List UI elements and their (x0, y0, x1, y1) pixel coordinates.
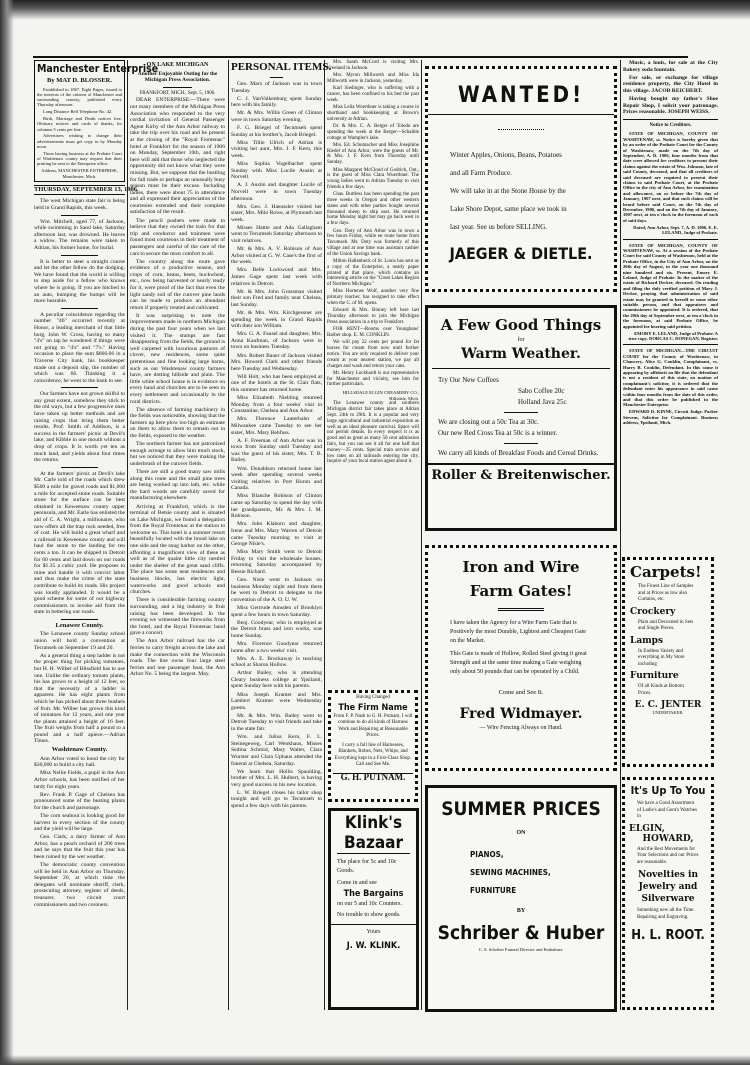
article-paragraph: The Ann Arbor railroad has the car ferries to carry freight across the lake and make the connection with the Wisconsin roads. The line owns four large steel ferries and one passenger boat, the Ann Arbor No. 5 being the largest. May. (130, 638, 225, 678)
summer-on: ON (516, 830, 526, 836)
personal-item: Geo. Marx of Jackson was in town Tuesday. (231, 81, 322, 94)
good-things-title: A Few Good Things (440, 316, 602, 334)
divider (61, 387, 97, 388)
coffee-text: Try Our New Coffees (438, 376, 499, 384)
column-rule (324, 60, 325, 1010)
furniture-heading: Furniture (630, 671, 679, 681)
coffee-price: Sabo Coffee 20c (518, 387, 565, 395)
legal-signature: EDWARD D. KINNE, Circuit Judge. Parker Stevens, Solicitor for Complainant. Business address, Ypsilanti, Mich. (623, 409, 718, 426)
column-rule (127, 60, 128, 1010)
personal-item: A. F. Freeman of Ann Arbor was in town from Sunday until Tuesday and was the guest of his sister, Mrs. T. B. Bailey. (231, 437, 322, 464)
news-item: The corn seabout is looking good for harvest in every section of the county and the yield will be large. (34, 812, 125, 833)
personal-item: Arthur Bailey, who is attending Cleary business college at Ypsilanti, spent Sunday here with his parents. (231, 670, 322, 690)
personal-item: Edward & Mrs. Binney left here last Thursday afternoon to join the Michigan Press association in a trip to Frankfort. (327, 308, 419, 325)
personal-item: L. W. Briegel closes his tailor shop tonight and will go to Tecumseh to spend a few days with his parents. (231, 789, 322, 810)
personal-item: Benj. Goodyear, who is employed at the Detroit brass and iron works, was home Sunday. (231, 619, 322, 639)
klink-text: The place for 5c and 10c Goods. (337, 859, 397, 874)
root-name: H. L. ROOT. (631, 928, 705, 943)
divider (61, 467, 97, 468)
notice-item: Music, a louis, for sale at the City Bakery soda fountain. (623, 60, 718, 73)
personal-item: Milton Hallenbeck of St. Louis has sent us a copy of the Enterprise, a neatly paper printed at that place, which contains an interesting article on the "Great Lakes Region of Northern Michigan." (327, 259, 419, 288)
personal-item: Mr. & Mrs. A. V. Robison of Ann Arbor visited at G. W. Case's the first of the week. (231, 246, 322, 266)
summer-item: SEWING MACHINES, (470, 868, 551, 877)
article-paragraph-list (130, 97, 225, 678)
personal-item: Misses Hattie and Ada Gallagham went to Tecumseh Saturday afternoon to visit relatives. (231, 224, 322, 245)
lamps-heading: Lamps (630, 635, 664, 646)
scan-edge-top (0, 0, 750, 20)
column-6 (623, 60, 718, 427)
tea-text: Our new Red Cross Tea at 50c is a winner. (438, 429, 558, 437)
personal-item: Mr. & Mrs. John Grossman visited their son Fred and family near Chelsea, last Sunday. (231, 288, 322, 308)
news-item-list (34, 198, 125, 615)
news-item: The Lenawee county Sunday school union will hold a convention at Tecumseh on September 19 and 20. (34, 631, 125, 651)
summer-prices-ad (425, 785, 617, 1012)
personal-item: FOR RENT—Rooms over Younghans' Barber shop. E. M. CONKLIN. (327, 327, 419, 339)
tea-text: We are closing out a 50c Tea at 30c. (438, 418, 539, 426)
putnam-body: From F. P. Nash to G. H. Putnam, I will continue to do all kinds of Harness Work and Repairing at Reasonable Prices. (333, 713, 413, 738)
crockery-heading: Crockery (630, 606, 676, 617)
personal-item: Miss Gertrude Amsden of Brooklyn spent a few hours in town Saturday. (231, 604, 322, 618)
personal-item: Miss Blanche Robison of Clinton came up Saturday to spend the day with her grandparents, Mr. & Mrs. I. M. Robison. (231, 493, 322, 520)
creamery-notice: We will pay 22 cents per pound for fat horses for cream from now until further notice. You are only required to deliver your cream at your nearest station, we pay all charges and wash and return your cans. (327, 340, 419, 369)
personal-item: Dr. & Mrs. C. A. Berger of Toledo are spending the week at the Berger—Schaible cottage at Wampler's lake. (327, 123, 419, 141)
personal-item: C. J. VanValkenburg spent Sunday here with his family. (231, 95, 322, 109)
wanted-text: We will take in at the Stone House by the (450, 187, 566, 195)
personal-item: Miss Tillie Ulrich of Adrian is visiting her aunt, Mrs. J. F. Kern, this week. (231, 139, 322, 159)
root-text: Something new all the Time. Repairing and Engraving. (637, 908, 695, 920)
coffee-price: Holland Java 25c (518, 398, 567, 406)
article-subheading: Another Enjoyable Outing for the Michigan Press Association. (137, 70, 218, 84)
personal-item: Miss Mary Smith went to Detroit Friday to visit the wholesale houses, returning Saturday accompanied by Bessie Richard. (231, 549, 322, 575)
carpets-text: In Endless Variety and everything in My Store including (638, 648, 685, 667)
personal-item: Miss Hortense Wolf, another very fine primary teacher, has resigned to take effect when the C. of M. opens. (327, 289, 419, 307)
putnam-pre: Having Changed (356, 695, 390, 700)
personal-item: Mr. & Mrs. Willis Green of Clinton were in town Saturday evening. (231, 110, 322, 123)
section-heading-washtenaw: Washtenaw County. (51, 746, 108, 754)
masthead-terms: Those having business at the Probate Court of Washtenaw county may request that their printing be sent to the Enterprise office. (37, 150, 122, 167)
legal-notice: STATE OF MICHIGAN—THE CIRCUIT COURT for the County of Washtenaw, in Chancery. Alice G. Conklin, Complainant, vs. Harry B. Conklin, Defendant. In this cause it appearing by affidavit on file that the defendant is not a resident of this state, on motion of complainant's solicitor, it is ordered that the defendant enter his appearance in said cause within four months from the date of this order, and that this order be published in the Manchester Enterprise. (623, 348, 718, 408)
column-4 (327, 60, 419, 467)
column-rule (421, 60, 422, 1010)
schriber-huber-name: Schriber & Huber (437, 922, 605, 944)
carpets-text: Plain and Decorated in Sets and Single Pieces. (638, 619, 694, 631)
personal-item-list (327, 60, 419, 339)
news-item: As a general thing a step ladder is not the proper thing for picking tomatoes, but H. H. Wilber of Blissfield has to use one. Unlike the ordinary tomato plants, his has grown to a height of 12 feet, so that the necessity of a ladder is apparent. He has eight plants from which he has picked about three bushels of fruit. Mr. Wilber has grown this kind of tomatoes for 12 years, and one year the plants attained a height of 16 feet. The fruit weighs from half a pound to a pound and a half apiece.—Adrian Times. (34, 652, 125, 745)
widmayer-tagline: — Wire Fencing Always on Hand. (479, 725, 563, 731)
root-text: And the Best Movements for Your Selections and our Prices are reasonable. (637, 846, 699, 865)
news-item: At the farmers' picnic at Devil's lake Mr. Carle told of the roads which drew $500 a mile for gravel roads and $1,000 a mile for accepted stone roads. Suitable stone for the surface can be best obtained in Keweenaw county upper peninsula, and Mr. Earle has enlisted the aid of C. A. Wright, a millionaire, who now offers all the trap rock needed, free of cost. He will build a great wharf and a railroad in Keweenaw county and will haul the stone to the landing for ten cents a ton. It can be shipped to Detroit for 60 cents and laid down on our roads for $1.35 a cubic yard. He proposes to mine and handle it with convict labor and thus make the crime of the state contribute to build its roads. His project was loudly applauded. It would be a good scheme for some of our highway commissioners to invoke aid from the state in bettering our roads. (34, 470, 125, 616)
masthead-terms: Birth, Marriage and Death notices free. Obituary notices and cards of thanks, for columns 5 cents per line. (37, 116, 122, 132)
personal-item: Mrs. Sarah McCord is visiting Mrs. Vreeland in Jackson. (327, 60, 419, 71)
article-paragraph: The northern farmer has not patronized enough acreage to allow him much stock, but we noticed that they were making the underbrush of the cutover fields. (130, 441, 225, 467)
dateline: THURSDAY, SEPTEMBER 13, 1906. (34, 185, 125, 196)
personal-item: Geo. Doty of Ann Arbor was in town a few hours Friday, while en route home from Tecumseh. Mr. Doty was formerly of this village and at one time was assistant cashier of the Union Savings bank. (327, 228, 419, 257)
news-item-list (34, 631, 125, 745)
breakfast-text: We carry all kinds of Breakfast Foods and Cereal Drinks. (438, 449, 599, 457)
personal-item: Mrs. Ed. Schumacher and Miss Josephine Riedel of Ann Arbor, were the guests of Mr. & Mrs. J. F. Kern from Thursday until Sunday. (327, 142, 419, 166)
article-paragraph: The absence of farming machinery in the fields was noticeable, showing that the farmers up here plow too high an estimate on them to allow them to remain out in the fields, exposed to the weather. (130, 406, 225, 440)
personal-item: Karl Siedinger, who is suffering with a cancer, has been confined to his bed the past week. (327, 86, 419, 103)
personal-item: Geo. Nisle went to Jackson on business Monday night and from there he went to Detroit to delegate to the convention of the A. O. U. W. (231, 577, 322, 603)
klink-text: No trouble to show goods. (337, 912, 401, 918)
creamery-notice-list (327, 340, 419, 388)
legal-signature: EMORY E. LELAND, Judge of Probate. A true copy. DORCAS C. DONEGAN, Register. (628, 330, 718, 341)
article-dateline: FRANKFORT, MICH., Sept. 5, 1906. (139, 90, 216, 96)
widmayer-name: Fred Widmayer. (459, 706, 583, 722)
personal-item: Miss Margaret McCloud of Godrich, Ont., is the guest of Miss Clara Wuerthner. The young ladies went to Adrian Tuesday to visit friends a few days. (327, 167, 419, 190)
personal-item: Mrs. A. E. Brockaway is teaching school at Sharon Hollow. (231, 655, 322, 669)
news-item: Our farmers have not grown skilful to any great extent, somehow they stick to the old ways, but a few progressive ones have taken up better methods and are raising crops that bring them better results. Prof. Smith of Addison, is a success in the farmers' picnic at Devil's lake, and Kibble in one mouth without a drop of crops. It is worth yet ten as much land, and yields about four times the returns. (34, 391, 125, 464)
personal-item: Mrs. Geo. J. Haeussler visited her sister, Mrs. Milo Rowe, at Plymouth last week. (231, 203, 322, 223)
masthead-address: Address, MANCHESTER ENTERPRISE, Manchester, Mich. (41, 168, 118, 179)
klink-title: Klink's (344, 813, 403, 833)
legal-signature: Dated, Ann Arbor, Sept. 7, A. D. 1906. E. E. LELAND, Judge of Probate. (633, 224, 718, 236)
personal-item: Miss Joseph Kramer and Mrs. Lambert Kramer were Wednesday guests. (231, 691, 322, 711)
klink-text: on our 5 and 10c Counters. (337, 901, 402, 907)
divider (61, 255, 97, 256)
klink-bargains: The Bargains (343, 889, 404, 899)
root-text: We have a Good Assortment of Ladie's and Gent's Watches in (637, 801, 697, 819)
wanted-text: last year. See us before SELLING. (450, 223, 547, 231)
creamery-signature: HILLSDALE ELGIN CREAMERY CO., Hillsdale, Mich. (342, 389, 419, 401)
putnam-ad (328, 690, 418, 802)
masthead-byline: By MAT D. BLOSSER. (47, 77, 112, 84)
personal-item: Mr. & Mrs. Wm. Bailey went to Detroit Tuesday to visit friends and take in the state fair. (231, 712, 322, 733)
putnam-name: G. H. PUTNAM. (333, 773, 413, 781)
summer-by: BY (516, 908, 526, 914)
personal-item: Mr. & Mrs. Wm. Kirchgessner are spending the week in Grand Rapids with their son William. (231, 310, 322, 330)
article-paragraph: There are still a good many saw mills along this route and the small pine trees are being worked up into lath, etc. while the hard woods are carefully saved for manufacturing elsewhere. (130, 469, 225, 502)
putnam-body: I carry a full line of Harnesses, Blankets, Robes, Nets, Whips, and Everything kept in a First-Class Shop. Call and See Me. (334, 742, 412, 767)
klink-yours: Yours (331, 924, 416, 935)
personal-item: Mrs. Florence Goodyear returned home after a two weeks' visit. (231, 640, 322, 654)
article-heading: ON LAKE MICHIGAN (146, 62, 209, 68)
roller-breitenwischer-name: Roller & Breitenwischer. (428, 463, 614, 483)
howard-brand: HOWARD, (642, 833, 694, 844)
jenter-subtitle: UNDERTAKER. (652, 710, 684, 715)
divider (61, 215, 97, 216)
notice-item: Having bought my father's Shoe Repair Shop, I solicit your patronage. Prices reasonable. JOSEPH WEISS. (623, 95, 718, 116)
farm-gates-ad (425, 545, 617, 771)
klink-name: J. W. KLINK. (346, 941, 401, 951)
elgin-brand: ELGIN, (629, 823, 665, 834)
column-1 (34, 60, 159, 910)
personal-item: F. G. Briegel of Tecumseh spent Sunday at his brother's, Jacob Briegel. (231, 125, 322, 138)
article-paragraph: The pencil pushers were made to believe that they owned the train for that trip and conductor and trainmen were found most courteous in their treatment of passengers and careful of the care of the cars to secure the most comfort to all. (130, 217, 225, 257)
scan-edge-left (0, 0, 14, 1065)
summer-item: PIANOS, (470, 850, 504, 859)
personal-item: Mrs. Robert Bauer of Jackson visited Mrs. Howard Clark and other friends here Tuesday and Wednesday. (231, 352, 322, 372)
klink-ad (328, 808, 419, 1010)
schriber-subtitle: C. S. Schriber Funeral Director and Embalmer. (478, 947, 564, 952)
scan-edge-bottom (0, 1055, 750, 1065)
personal-items-heading: PERSONAL ITEMS. (231, 61, 332, 73)
root-ad (622, 777, 714, 1010)
personal-item: We learn that Hollis Spaulding, brother of Mrs. L. H. Hulbert, is having very good success in his new location. (231, 768, 322, 788)
wanted-text: Winter Apples, Onions, Beans, Potatoes (450, 151, 562, 159)
article-paragraph: DEAR ENTERPRISE:—There were not many members of the Michigan Press Association who responded to the very cordial invitation of General Passenger Agent Kirby of the Ann Arbor railway to take the trip over his road and be present at the closing of the "Royal Frontenac" hotel at Frankfort for the season of 1906 on Monday, September 10th, and right here will add that those who neglected the opportunity did not know what they were missing. But, we suppose that the hustling for fall trade or perhaps an unusually busy season must be their excuse. Including ladies, there were about 75 in attendance and all expressed their appreciation of the courtesies extended and their complete satisfaction of the result. (130, 97, 225, 216)
summer-item: FURNITURE (470, 886, 517, 895)
personal-item: Chas. Burtless has been spending the past three weeks in Oregon and other western states and with other parties bought several thousand sheep to ship east. He returned home Monday night but may go back west in a few days. (327, 192, 419, 227)
article-paragraph: Arriving at Frankfort, which is the terminal of Betsie county and is situated on Lake Michigan, we found a delegation from the Royal Frontenac at the station to welcome us. This hotel is a summer resort beautifully located with the broad lake on one side and the snug harbor on the other, affording a magnificent view of these as well as of the quaint little city nestled under the shelter of the great sand cliffs. The place has some neat residences and business blocks, has electric light, waterworks and good schools and churches. (130, 503, 225, 596)
column-3 (231, 60, 332, 811)
news-item: The democratic county convention will be held in Ann Arbor on Thursday, September 20, at which time the delegates will nominate sheriff, clerk, prosecuting attorney, register of deeds, treasurer, two circuit court commissioners and two coroners. (34, 862, 125, 908)
jenter-name: E. C. JENTER (634, 700, 702, 710)
personal-item: Will Holt, who has been employed at one of the hotels at the St. Clair flats, this summer has returned home. (231, 373, 322, 394)
news-item: A peculiar coincidence regarding the number "46" occurred recently at Honor, a leading merchant of that little burg, John W. Cross, having so many "4's" on tap he wondered if things were not going to "4's" and "7's." Having occasion to place the sum $666.66 in a Traverse City bank, his bookkeeper made out a deposit slip, the number of which was 66. Thinking it a coincidence, he went to the bank to see. (34, 311, 125, 384)
personal-item: Miss Sophia Vogelbacher spent Sunday with Miss Lucile Austin at Norvell. (231, 161, 322, 181)
news-item: It is better to steer a straight course and let the other fellow do the dodging. We have found that the world is willing to step aside for a fellow who knows where he is going. If you are hitched to an auto, bumping the bumps will be more bearable. (34, 258, 125, 305)
klink-title: Bazaar (337, 833, 410, 854)
personal-item: Mrs. Myron Millworth and Miss Ida Millworth were in Jackson, yesterday. (327, 73, 419, 84)
putnam-title: The Firm Name (338, 702, 408, 713)
wanted-text: and all Farm Produce. (450, 169, 512, 177)
section-heading-lenawee: Lenawee County. (55, 621, 104, 629)
column-rule (228, 60, 229, 1010)
personal-item: A. J. Austin and daughter Lucile of Norvell were in town Tuesday afternoon. (231, 182, 322, 202)
carpets-title: Carpets! (630, 563, 702, 581)
masthead-terms: Advertisers wishing to change their advertisements must get copy in by Monday noon. (37, 133, 122, 150)
personal-item: Mrs. Florence Lauterbahn of Milwaukee came Tuesday to see her sister, Mrs. Mary Rehfuss. (231, 416, 322, 436)
carpets-ad (622, 557, 714, 767)
personal-item: Miss Elizabeth Niebling returned Monday from a four weeks' visit in Constantine, Chelsea and Ann Arbor. (231, 395, 322, 415)
masthead-terms: Established in 1867. Eight Pages, issued to the interests of the citizens of Manchester and surrounding country, published every Thursday afternoon. (37, 86, 122, 108)
masthead (34, 60, 159, 182)
news-item: Miss Nellie Fields, a pupil in the Ann Arbor schools, has been notified of her tardy for eight years. (34, 770, 125, 790)
personal-item: Mrs. G. A. Fausel and daughter, Mrs. Anna Kaufman, of Jackson were in town on business Tuesday. (231, 331, 322, 351)
masthead-title: Manchester Enterprise (37, 63, 159, 75)
personal-item: Mrs. Belle Lockwood and Mrs. James Gage spent last week with relatives in Detroit. (231, 267, 322, 287)
divider (61, 308, 97, 309)
article-paragraph: It was surprising to note the improvements made in northern Michigan during the past four years when we last visited it. The stumps are fast disappearing from the fields, the ground is well carpeted with luxurious pastures of clover, new residences, some quite pretentious and fine looking large barns, such as our Washtenaw county farmers have, are dotting hillside and plain. The little white school house is in evidence on every hand and churches are to be seen in every settlement and occasionally in the rural districts. (130, 312, 225, 405)
jaeger-dietle-name: JAEGER & DIETLE. (449, 244, 593, 263)
gates-text: This Gate is made of Hollow, Rolled Steel giving it great Strength and at the same time making a Gate weighing only about 50 pounds that can be operated by a Child. (450, 651, 587, 675)
gates-text: I have taken the Agency for a Wire Farm Gate that is Positively the most Durable, Lightest and Cheapest Gate on the Market. (450, 620, 586, 644)
carpets-text: Of all Kinds at Bottom Prices. (638, 684, 684, 696)
personal-item-list (231, 81, 322, 810)
article-paragraph: There is considerable farming country surrounding, and a big industry in fruit raising has been developed. In the evening we witnessed the fireworks from the hotel, and the Royal Frontenac band gave a concert. (130, 597, 225, 637)
fair-notice: The Lenawee county and southern Michigan district fair takes place at Adrian Sept. 24th to 29th. It is a popular and very large agricultural and industrial exposition as well as an ideal pleasure carnival. Space will not permit details. In every respect it is as good and as great as many 50 cent admission fairs, but you can see it all for one half that money—25 cents. Special train service and low rates on all railroads entering the city. Inquire of your local station agent about it. (327, 401, 419, 465)
news-item: Geo. Clark, a dairy farmer of Ann Arbor, has a peach orchard of 200 trees and he says that the fruit this year has been ruined by the wet weather. (34, 834, 125, 860)
news-item: Ann Arbor voted to bond the city for $30,000 to build a city hall. (34, 755, 125, 769)
news-item: Wm. Mitchell, aged 77, of Jackson, while swimming in Sand lake, Saturday afternoon last, was drowned. He leaves a widow. The remains were taken to Adrian, his former home, for burial. (34, 218, 125, 251)
masthead-terms: Long Distance Bell Telephone No. 42. (43, 109, 113, 115)
gates-title: Iron and Wire (462, 558, 580, 576)
news-item: Rev. Frank P. Gage of Chelsea has pronounced some of the heating plants for the church and parsonage. (34, 791, 125, 811)
gates-come: Come and See It. (498, 689, 544, 696)
wanted-ad (425, 66, 617, 292)
news-item: The west Michigan state fair is being held in Grand Rapids, this week. (34, 198, 125, 212)
news-item-list (34, 756, 125, 909)
klink-text: Come in and see (337, 880, 377, 886)
column-2 (130, 60, 225, 679)
notice-item: For sale, or exchange for village residence property, the City Hotel in this village. JACOB REICHERT. (623, 74, 718, 94)
creamery-notice: Mr. Henry Lockhardt is our representative for Manchester and vicinity, see him for further particulars. (327, 370, 419, 388)
gates-title: Farm Gates! (469, 582, 573, 600)
wanted-text: Lake Shore Depot, same place we took in (450, 205, 567, 213)
good-things-ad (425, 305, 617, 531)
column-rule (620, 60, 621, 1010)
legal-notice: STATE OF MICHIGAN, COUNTY OF WASHTENAW, ss. Notice is hereby given that by an order of the Probate Court for the County of Washtenaw, made on the 7th day of September, A. D. 1906, four months from that date were allowed for creditors to present their claims against the estate of Wm. Johnson, late of said County, deceased, and that all creditors of said deceased are required to present their claims to said Probate Court, at the Probate Office in the city of Ann Arbor, for examination and allowance, on or before the 7th day of January, 1907 next, and that such claims will be heard before said Court, on the 7th day of December, 1906, and on the 7th day of January, 1907 next, at ten o'clock in the forenoon of each of said days. (623, 131, 718, 223)
personal-item: Miss Lelia Woerthner is taking a course in shorthand and bookkeeping at Brown's university at Adrian. (327, 105, 419, 122)
good-things-title: Warm Weather. (461, 346, 581, 362)
top-rule (33, 56, 688, 58)
personal-item: Wm. and Julius Kern, F. L. Steinegeweg, Carl Wenkhaus, Misses Sedina Schmid, Mary Walter, Clara Wurster and Clara Uphaus attended the funeral at Chelsea, Saturday. (231, 734, 322, 767)
masthead-terms-list (37, 87, 122, 167)
legal-heading: Notice to Creditors. (649, 122, 692, 128)
carpets-text: The Finest Line of Samples and at Prices as low also Curtains, etc. (638, 584, 694, 602)
legal-notice: STATE OF MICHIGAN, COUNTY OF WASHTENAW, ss. At a session of the Probate Court for said County of Washtenaw, held at the Probate Office, in the City of Ann Arbor, on the 20th day of August, in the year one thousand nine hundred and six. Present, Emory E. Leland, Judge of Probate. In the matter of the estate of Richard Decker, deceased. On reading and filing the duly verified petition of Mary J. Decker, praying that administration of said estate may be granted to herself or some other suitable person, and that appraisers and commissioners be appointed. It is ordered, that the 20th day of September next, at ten o'clock in the forenoon, at said Probate Office, be appointed for hearing said petition. (623, 242, 718, 329)
good-things-for: for (517, 337, 525, 343)
novelties-heading: Novelties in Jewelry and Silverware (637, 870, 699, 904)
notice-item-list (623, 60, 718, 116)
article-paragraph: The country along the route gave evidence of a productive season, and crops of corn, beans, beets, buckwheat, etc., now being harvested or nearly ready for it, were proof of the fact that even the light sandy soil of the cutover pine lands can be made to produce an abundant return if properly treated and cultivated. (130, 258, 225, 311)
personal-item: Wm. Donaldson returned home last week after spending several weeks visiting relatives in Port Huron and Canada. (231, 465, 322, 492)
summer-title: SUMMER PRICES (441, 798, 601, 820)
personal-item: Mrs. John Klaborn and daughter, Irene and Mrs. Mary Warren of Detroit came Tuesday morning to visit at George Nisle's. (231, 521, 322, 548)
wanted-title: WANTED! (457, 83, 585, 108)
root-title: It's Up To You (630, 784, 706, 797)
